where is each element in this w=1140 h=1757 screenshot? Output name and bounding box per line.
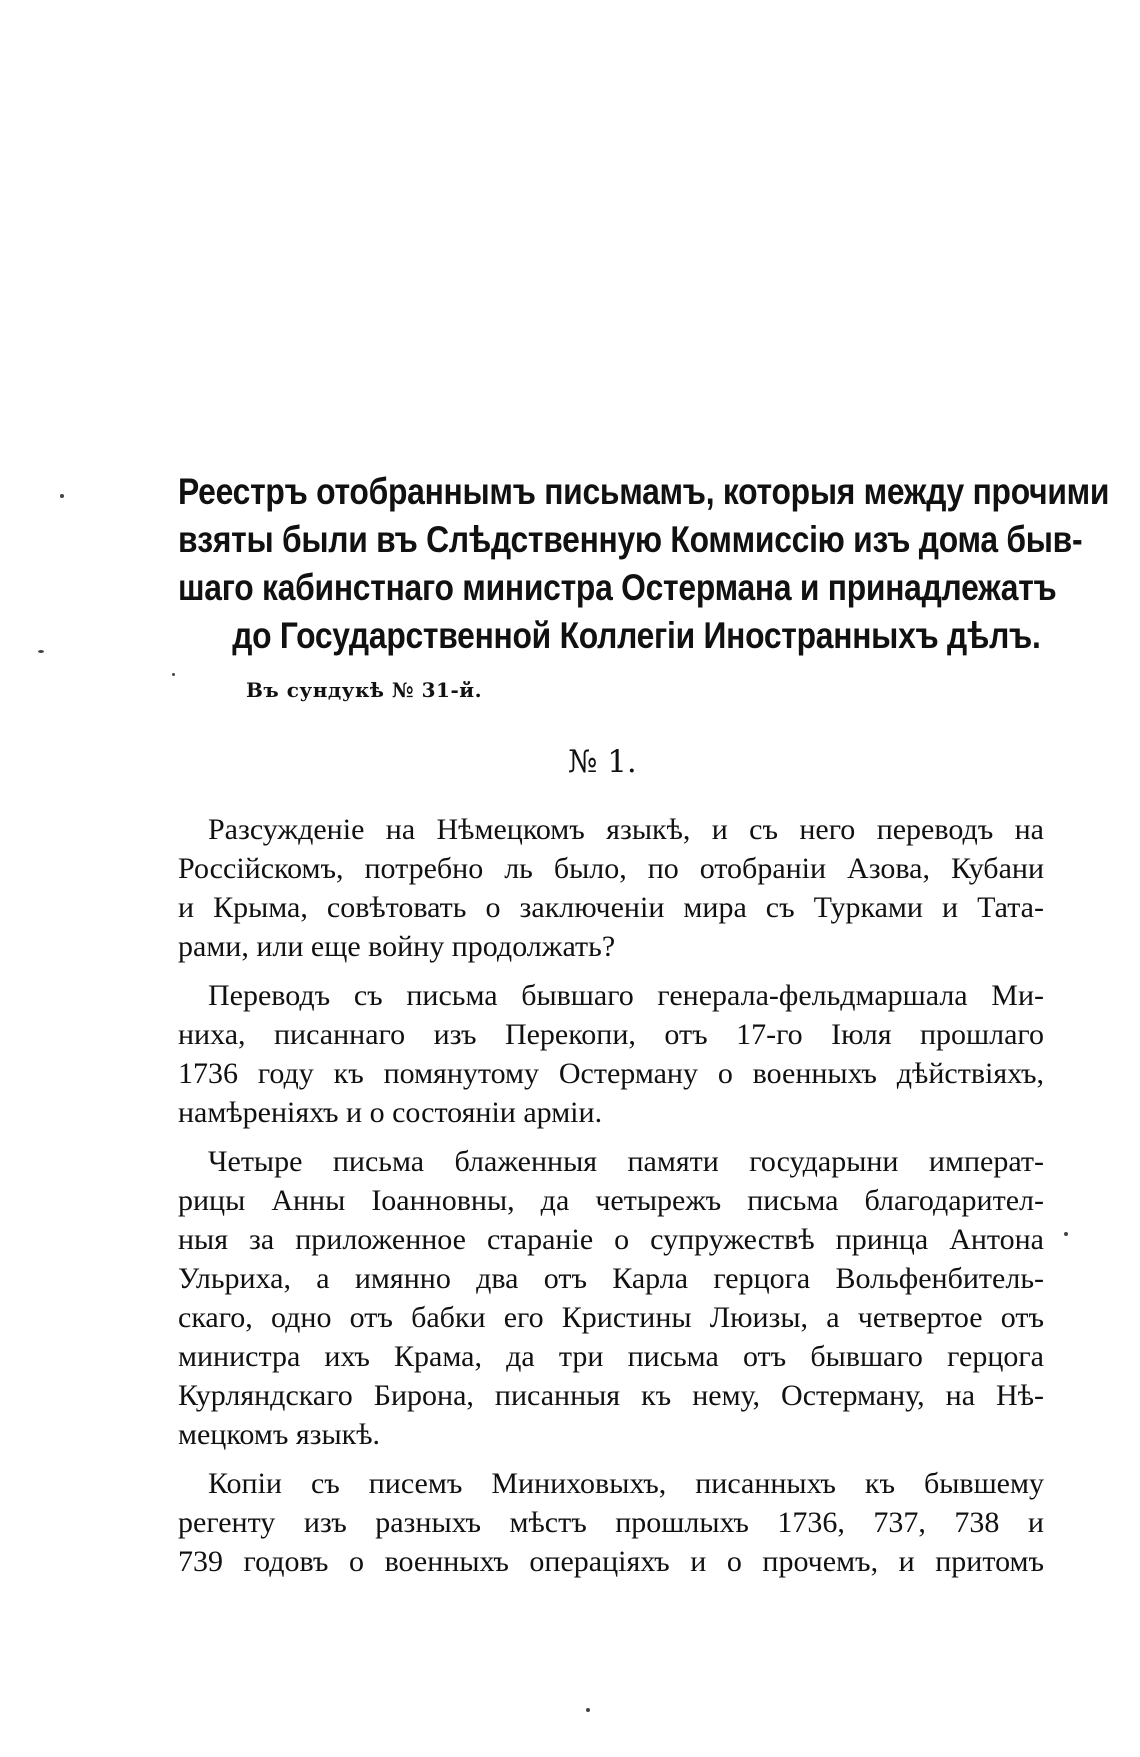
text-line: Копіи съ писемъ Миниховыхъ, писанныхъ къ бывшему: [208, 1467, 1044, 1500]
text-line: 739 годовъ о военныхъ операціяхъ и о прочемъ, и притомъ: [178, 1545, 1044, 1578]
scan-speck: [60, 494, 64, 498]
body-text: [178, 810, 1044, 1591]
paragraph: [178, 1142, 1044, 1454]
text-line: ниха, писаннаго изъ Перекопи, отъ 17-го Іюля прошлаго: [178, 1018, 1044, 1051]
text-line: Курляндскаго Бирона, писанныя къ нему, Остерману, на Нѣ-: [178, 1379, 1044, 1412]
paragraph: [178, 810, 1044, 966]
title-line: до Государственной Коллегіи Иностранныхъ дѣлъ.: [232, 615, 1041, 656]
text-line: намѣреніяхъ и о состояніи арміи.: [178, 1096, 603, 1129]
text-line: Ульриха, а имянно два отъ Карла герцога Вольфенбитель-: [178, 1262, 1044, 1295]
scan-speck: [586, 1708, 590, 1712]
text-line: рицы Анны Іоанновны, да четырежъ письма благодарител-: [178, 1184, 1044, 1217]
text-line: Россійскомъ, потребно ль было, по отобраніи Азова, Кубани: [178, 852, 1044, 885]
scan-speck: [172, 673, 175, 676]
title-line: шаго кабинстнаго министра Остермана и принадлежатъ: [178, 567, 1057, 608]
title-line: Реестръ отобраннымъ письмамъ, которыя между прочими: [178, 471, 1110, 512]
item-number: № 1.: [568, 744, 637, 780]
text-line: ныя за приложенное стараніе о супружествѣ принца Антона: [178, 1223, 1044, 1256]
text-line: Четыре письма блаженныя памяти государыни императ-: [208, 1145, 1044, 1178]
text-line: рами, или еще войну продолжать?: [178, 930, 616, 963]
scan-speck: [38, 650, 44, 653]
text-line: регенту изъ разныхъ мѣстъ прошлыхъ 1736, 737, 738 и: [178, 1506, 1044, 1539]
text-line: Переводъ съ письма бывшаго генерала-фельдмаршала Ми-: [208, 979, 1044, 1012]
text-line: Разсужденіе на Нѣмецкомъ языкѣ, и съ него переводъ на: [208, 813, 1044, 846]
text-line: министра ихъ Крама, да три письма отъ бывшаго герцога: [178, 1340, 1044, 1373]
chest-label: Въ сундукѣ № 31-й.: [246, 678, 483, 702]
scan-speck: [1064, 1232, 1068, 1236]
paragraph: [178, 1464, 1044, 1581]
text-line: скаго, одно отъ бабки его Кристины Люизы, а четвертое отъ: [178, 1301, 1044, 1334]
text-line: мецкомъ языкѣ.: [178, 1418, 381, 1451]
text-line: и Крыма, совѣтовать о заключеніи мира съ Турками и Тата-: [178, 891, 1044, 924]
paragraph: [178, 976, 1044, 1132]
text-line: 1736 году къ помянутому Остерману о военныхъ дѣйствіяхъ,: [178, 1057, 1044, 1090]
register-title: [178, 468, 1110, 660]
title-line: взяты были въ Слѣдственную Коммиссію изъ дома быв-: [178, 519, 1083, 560]
